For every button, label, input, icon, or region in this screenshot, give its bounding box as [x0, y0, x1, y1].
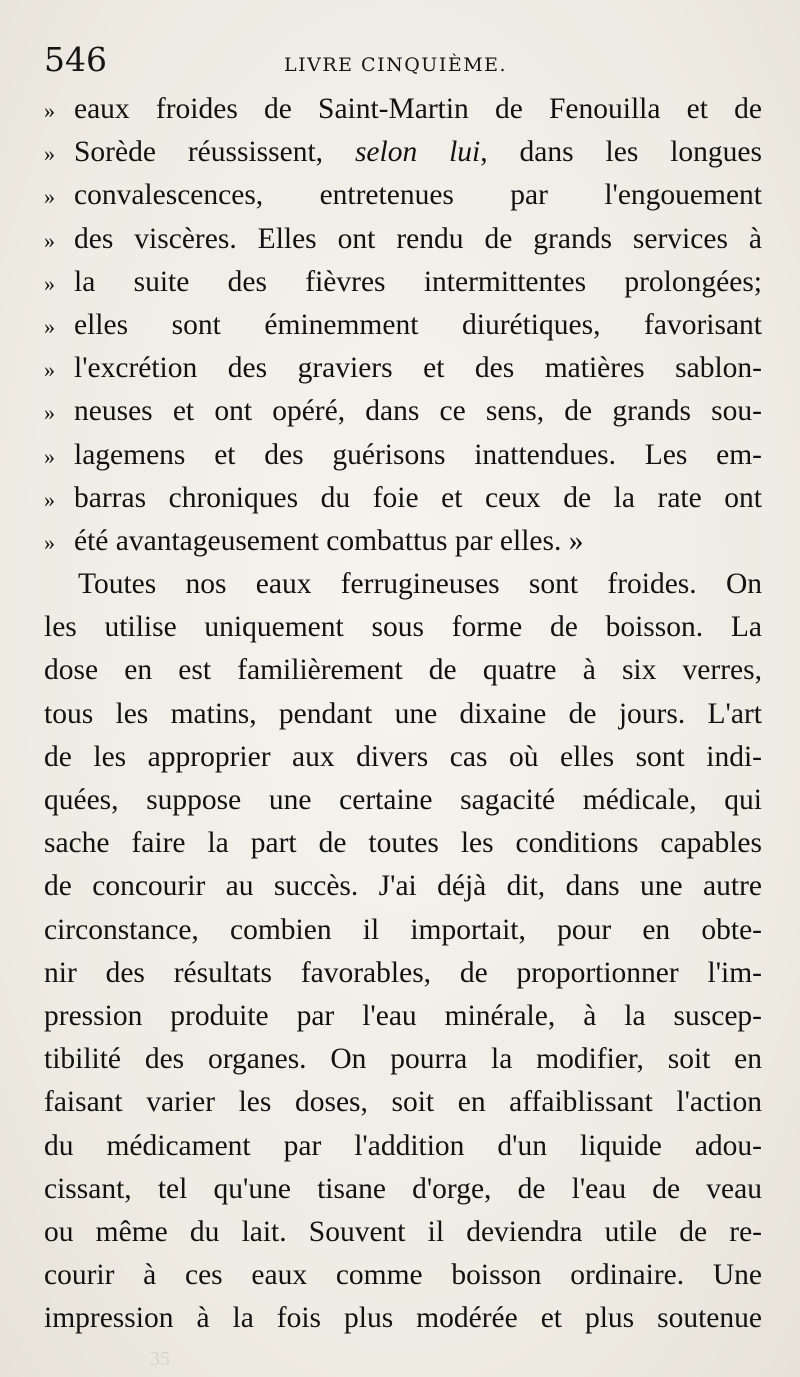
text-line: les utilise uniquement sous forme de boisson. La: [44, 611, 762, 644]
text-line: tous les matins, pendant une dixaine de jours. L'art: [44, 697, 762, 730]
text-line: pression produite par l'eau minérale, à la suscep-: [44, 999, 762, 1032]
quote-line: » lagemens et des guérisons inattendues. Les em-: [44, 434, 762, 477]
quote-line: » l'excrétion des graviers et des matières sablon-: [44, 347, 762, 390]
text-line: du médicament par l'addition d'un liquide adou-: [44, 1129, 762, 1162]
quote-mark: »: [44, 357, 55, 383]
text-line: Toutes nos eaux ferrugineuses sont froides. On: [78, 568, 762, 601]
quote-line: » été avantageusement combattus par elles. »: [44, 520, 762, 563]
italic-phrase: selon lui: [354, 136, 481, 169]
text-line: quées, suppose une certaine sagacité médicale, qui: [44, 784, 762, 816]
paragraph: [44, 563, 762, 1340]
text-line: circonstance, combien il importait, pour en obte-: [44, 913, 762, 946]
quote-line: » elles sont éminemment diurétiques, favorisant: [44, 304, 762, 347]
page-number: 546: [44, 40, 107, 79]
quote-mark: »: [44, 486, 55, 512]
quote-line: » Sorède réussissent, selon lui, dans les longues: [44, 131, 762, 174]
quote-line: » la suite des fièvres intermittentes prolongées;: [44, 261, 762, 304]
text-line: courir à ces eaux comme boisson ordinaire. Une: [44, 1259, 762, 1292]
text-line: dose en est familièrement de quatre à six verres,: [44, 654, 762, 687]
quote-mark: »: [44, 270, 55, 296]
quote-line: » neuses et ont opéré, dans ce sens, de grands sou-: [44, 390, 762, 433]
quote-mark: »: [44, 184, 55, 210]
text-line: sache faire la part de toutes les conditions capables: [44, 827, 762, 860]
quote-line: » barras chroniques du foie et ceux de la rate ont: [44, 477, 762, 520]
quote-mark: »: [44, 529, 55, 555]
running-title: LIVRE CINQUIÈME.: [284, 54, 508, 76]
body-text: [44, 88, 762, 1340]
text-line: cissant, tel qu'une tisane d'orge, de l'eau de veau: [44, 1172, 762, 1205]
text-line: impression à la fois plus modérée et plus soutenue: [44, 1302, 762, 1335]
quote-line: » des viscères. Elles ont rendu de grands services à: [44, 218, 762, 261]
text-line: de concourir au succès. J'ai déjà dit, dans une autre: [44, 870, 762, 903]
quote-mark: »: [44, 443, 55, 469]
quote-mark: »: [44, 141, 55, 167]
text-line: ou même du lait. Souvent il deviendra utile de re-: [44, 1215, 762, 1248]
quote-mark: »: [44, 400, 55, 426]
text-line: de les approprier aux divers cas où elles sont indi-: [44, 740, 762, 773]
quote-line: » convalescences, entretenues par l'engouement: [44, 174, 762, 217]
page-header: [44, 40, 760, 84]
quoted-passage: [44, 88, 762, 563]
bleed-through-mark: 35: [150, 1348, 170, 1370]
quote-line: » eaux froides de Saint-Martin de Fenouilla et de: [44, 88, 762, 131]
text-line: nir des résultats favorables, de proportionner l'im-: [44, 956, 762, 989]
quote-mark: »: [44, 98, 55, 123]
text-line: faisant varier les doses, soit en affaiblissant l'action: [44, 1086, 762, 1119]
quote-mark: »: [44, 313, 55, 339]
text-line: tibilité des organes. On pourra la modifier, soit en: [44, 1043, 762, 1076]
quote-mark: »: [44, 227, 55, 253]
